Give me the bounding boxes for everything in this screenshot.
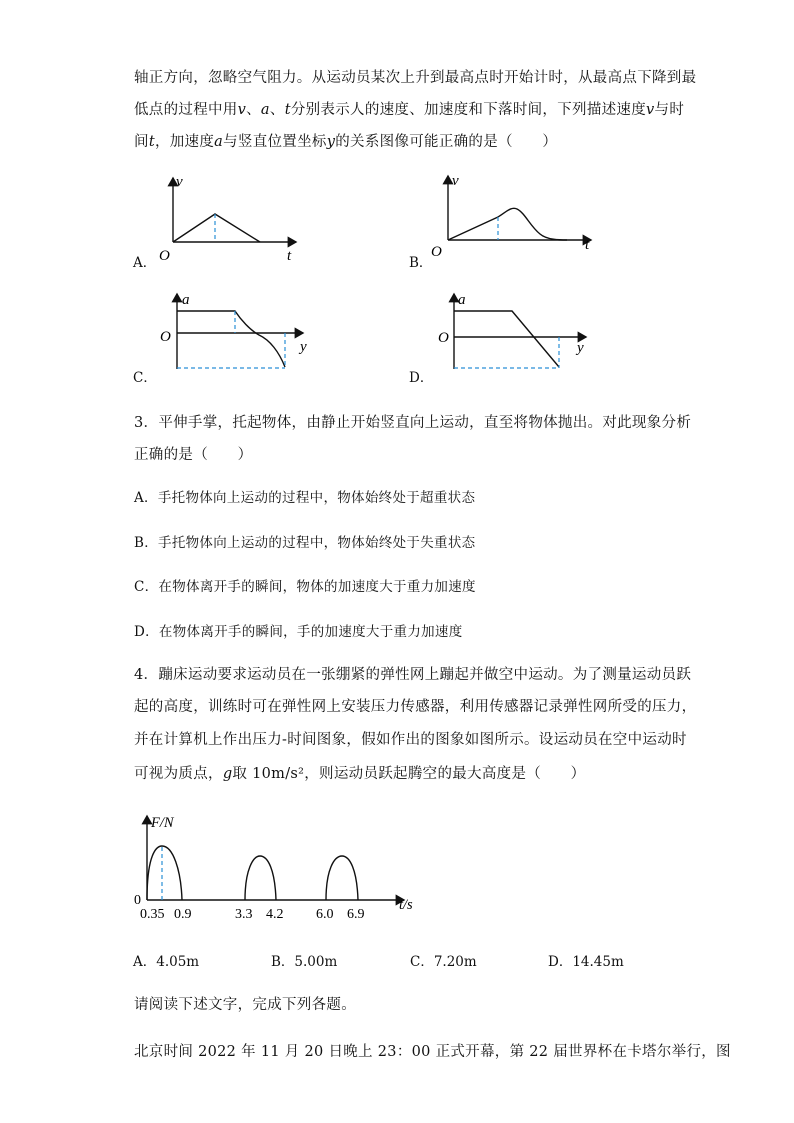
graph-b [425, 170, 605, 260]
q3-option-a[interactable]: A．手托物体向上运动的过程中，物体始终处于超重状态 [134, 490, 476, 506]
var-v: v [646, 102, 655, 118]
reading-instruction: 请阅读下述文字，完成下列各题。 [134, 997, 356, 1013]
force-pulse-1 [147, 846, 182, 900]
q4-stem-line-3: 并在计算机上作出压力-时间图象，假如作出的图象如图所示。设运动员在空中运动时 [134, 732, 687, 748]
option-c-label[interactable]: C． [133, 370, 157, 386]
var-g: g [222, 766, 233, 782]
x-axis-label: t/s [399, 897, 413, 913]
text: ，加速度 [154, 134, 215, 150]
q4-stem-line-2: 起的高度，训练时可在弹性网上安装压力传感器，利用传感器记录弹性网所受的压力， [134, 699, 697, 715]
q4-stem-line-4 [134, 762, 585, 783]
text: 取 10m/s²，则运动员跃起腾空的最大高度是（ ） [232, 766, 586, 782]
tick-label: 0.9 [174, 907, 192, 920]
text: 与竖直位置坐标 [223, 134, 327, 150]
option-a-label[interactable]: A． [133, 255, 157, 271]
origin-label: 0 [134, 893, 141, 908]
q4-option-c[interactable]: C．7.20m [410, 954, 477, 970]
q2-stem-line-1: 轴正方向，忽略空气阻力。从运动员某次上升到最高点时开始计时，从最高点下降到最 [134, 70, 697, 86]
tick-label: 3.3 [235, 907, 253, 920]
y-axis-label: F/N [151, 815, 174, 831]
q3-option-c[interactable]: C．在物体离开手的瞬间，物体的加速度大于重力加速度 [134, 579, 476, 595]
acceleration-curve [454, 311, 559, 367]
acceleration-curve [177, 311, 285, 367]
q3-stem-line-1: 3．平伸手掌，托起物体，由静止开始竖直向上运动，直至将物体抛出。对此现象分析 [134, 415, 692, 431]
var-a: a [214, 134, 224, 150]
q4-option-a[interactable]: A．4.05m [133, 954, 200, 970]
var-v: v [237, 102, 247, 118]
var-a: a [260, 102, 270, 118]
q4-option-d[interactable]: D．14.45m [548, 954, 624, 970]
origin-label: O [160, 329, 171, 345]
q4-option-b[interactable]: B．5.00m [271, 954, 338, 970]
text: 、 [269, 102, 285, 118]
text: 与时 [654, 102, 685, 118]
var-y: y [326, 134, 336, 150]
tick-label: 6.0 [316, 907, 334, 920]
velocity-curve [173, 214, 260, 242]
q4-stem-line-1: 4．蹦床运动要求运动员在一张绷紧的弹性网上蹦起并做空中运动。为了测量运动员跃 [134, 667, 692, 683]
x-axis-label: y [577, 340, 584, 356]
var-t: t [148, 134, 155, 150]
y-axis-label: a [458, 292, 466, 308]
q2-stem-line-2 [134, 98, 684, 119]
force-pulse-2 [245, 856, 276, 900]
x-axis-label: t [585, 237, 590, 253]
q3-option-b[interactable]: B．手托物体向上运动的过程中，物体始终处于失重状态 [134, 535, 476, 551]
origin-label: O [438, 330, 449, 346]
option-b-label[interactable]: B． [409, 255, 433, 271]
reading-passage-line-1: 北京时间 2022 年 11 月 20 日晚上 23：00 正式开幕，第 22 届世界杯在卡塔尔举行，图 [134, 1044, 731, 1060]
x-axis-label: t [287, 248, 292, 262]
velocity-curve [448, 208, 567, 240]
graph-d [434, 290, 604, 375]
tick-label: 0.35 [140, 907, 165, 920]
option-d-label[interactable]: D． [409, 370, 434, 386]
origin-label: O [431, 244, 442, 260]
graph-c [155, 290, 325, 375]
text: 可视为质点， [134, 766, 223, 782]
y-axis-label: v [176, 174, 183, 190]
text: 的关系图像可能正确的是（ ） [335, 134, 558, 150]
x-axis-label: y [300, 339, 307, 355]
origin-label: O [159, 248, 170, 262]
text: 分别表示人的速度、加速度和下落时间，下列描述速度 [290, 102, 647, 118]
q3-stem-line-2: 正确的是（ ） [134, 447, 253, 463]
y-axis-label: v [452, 173, 459, 189]
text: 低点的过程中用 [134, 102, 238, 118]
tick-label: 4.2 [266, 907, 284, 920]
tick-label: 6.9 [347, 907, 365, 920]
q3-option-d[interactable]: D．在物体离开手的瞬间，手的加速度大于重力加速度 [134, 624, 463, 640]
text: 、 [246, 102, 261, 118]
graph-a [150, 172, 310, 262]
text: 间 [134, 134, 149, 150]
y-axis-label: a [182, 292, 190, 308]
q2-stem-line-3 [134, 130, 557, 151]
var-t: t [284, 102, 291, 118]
force-time-graph [128, 810, 428, 920]
force-pulse-3 [326, 856, 358, 900]
